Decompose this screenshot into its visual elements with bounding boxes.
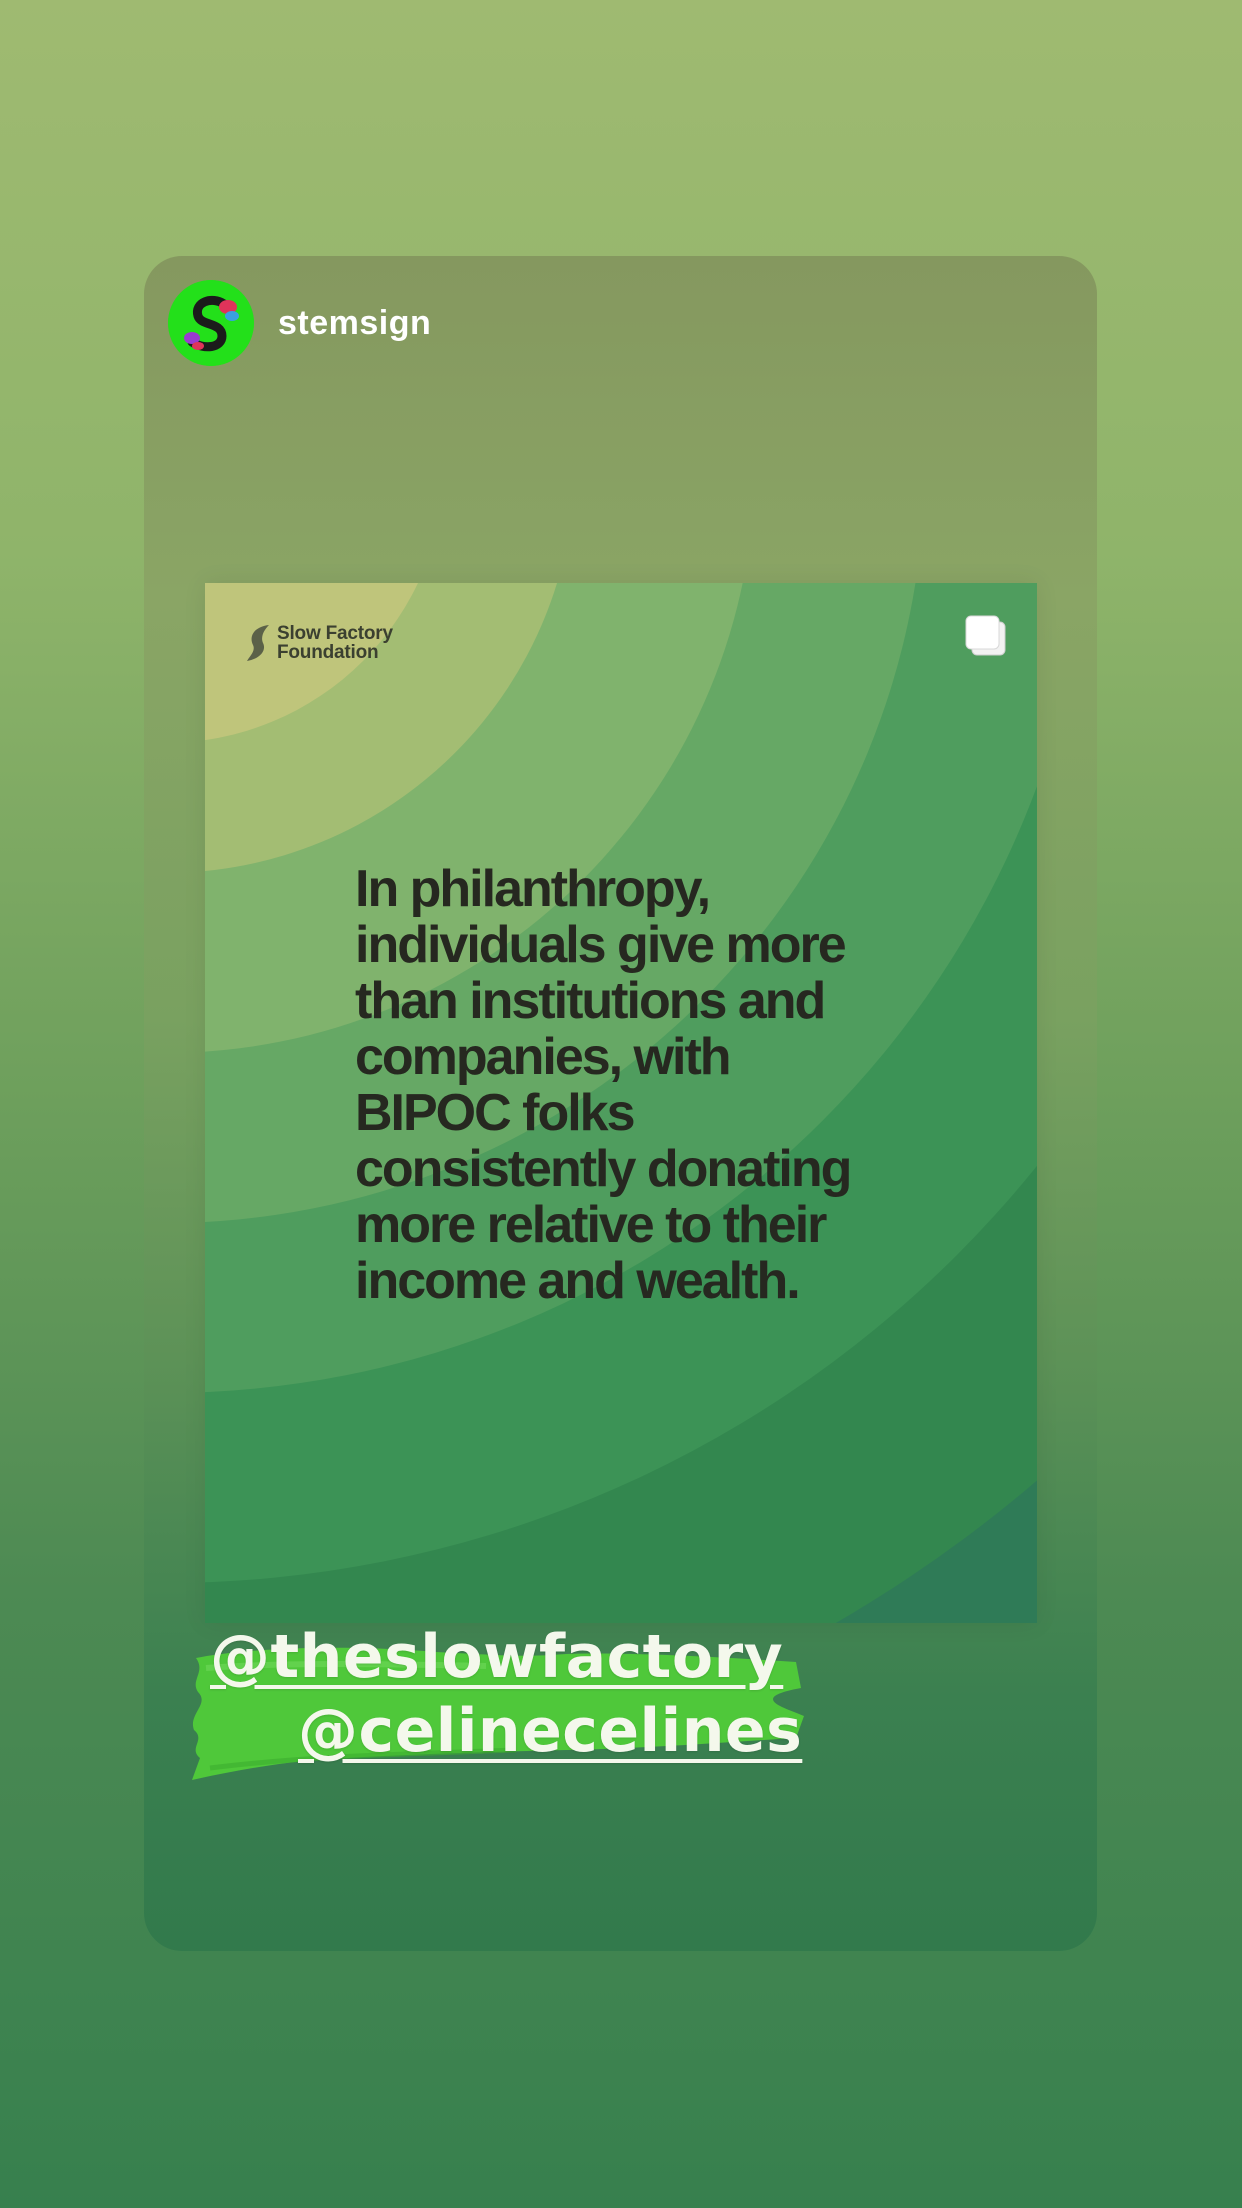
avatar[interactable] <box>168 280 254 366</box>
mention-theslowfactory[interactable]: @theslowfactory <box>210 1622 784 1692</box>
brand-line-2: Foundation <box>277 642 379 663</box>
username[interactable]: stemsign <box>278 303 432 342</box>
carousel-icon <box>963 613 1009 659</box>
stemsign-logo-icon <box>168 280 254 366</box>
quote-line: In philanthropy, <box>355 860 710 918</box>
slow-factory-leaf-icon <box>245 623 271 663</box>
quote-text <box>355 861 995 1309</box>
shared-post[interactable] <box>205 583 1037 1623</box>
quote-line: BIPOC folks <box>355 1084 634 1142</box>
mention-celinecelines[interactable]: @celinecelines <box>298 1696 803 1766</box>
story-header[interactable] <box>168 280 431 366</box>
quote-line: income and wealth. <box>355 1252 799 1310</box>
brand-logo <box>245 623 393 663</box>
brand-name <box>277 624 393 662</box>
quote-line: more relative to their <box>355 1196 826 1254</box>
mention-sticker <box>186 1618 826 1788</box>
quote-line: consistently donating <box>355 1140 851 1198</box>
quote-line: individuals give more <box>355 916 845 974</box>
brand-line-1: Slow Factory <box>277 623 393 644</box>
quote-line: than institutions and <box>355 972 825 1030</box>
quote-line: companies, with <box>355 1028 730 1086</box>
